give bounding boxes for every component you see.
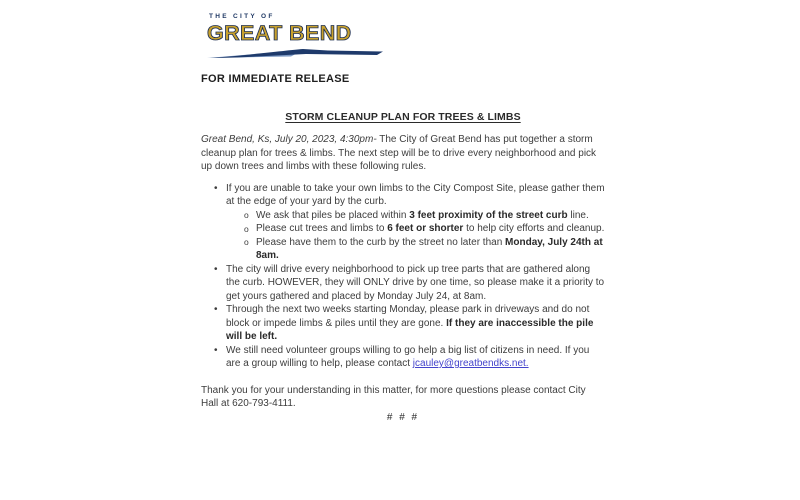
- logo-swoosh-icon: [207, 46, 383, 59]
- list-item-compost: [201, 182, 605, 263]
- release-line: FOR IMMEDIATE RELEASE: [201, 73, 350, 85]
- logo-wordmark: GREAT BEND: [207, 21, 352, 45]
- dateline: Great Bend, Ks, July 20, 2023, 4:30pm-: [201, 134, 377, 145]
- sub-item-text: line.: [567, 209, 589, 221]
- circle-bullet-icon: o: [244, 237, 249, 247]
- sub-item-text: Please have them to the curb by the street no later than: [256, 236, 506, 248]
- bullet-icon: •: [214, 344, 218, 356]
- bullet-icon: •: [214, 182, 218, 194]
- sub-item-text: We ask that piles be placed within: [256, 209, 410, 221]
- sub-item-pile-distance: [226, 209, 605, 223]
- bullet-icon: •: [214, 304, 218, 315]
- email-link[interactable]: jcauley@greatbendks.net.: [412, 358, 529, 369]
- intro-paragraph: [201, 133, 605, 174]
- list-item-text: We still need volunteer groups willing to go help a big list of citizens in need. If you are a group willing to help, please contact: [226, 344, 590, 369]
- end-mark: # # #: [386, 411, 420, 423]
- sub-bullet-list: [226, 209, 605, 263]
- sub-item-bold-text: Monday, July 24th at 8am.: [256, 236, 603, 261]
- list-item-text: If you are unable to take your own limbs to the City Compost Site, please gather them at the edge of your yard by the curb.: [226, 182, 605, 207]
- closing-paragraph: Thank you for your understanding in this matter, for more questions please contact City Hall at 620-793-4111.: [201, 384, 586, 409]
- sub-item-bold-text: 6 feet or shorter: [387, 223, 464, 234]
- sub-item-text: Please cut trees and limbs to: [256, 223, 388, 234]
- document-title: [201, 111, 605, 125]
- intro-text: The City of Great Bend has put together a storm cleanup plan for trees & limbs. The next step will be to drive every neighborhood and pick up down trees and limbs with these following rules.: [201, 134, 597, 172]
- list-item-bold-text: If they are inaccessible the pile will be left.: [226, 317, 594, 342]
- list-item-volunteers: [201, 344, 605, 371]
- bullet-list: [201, 182, 605, 371]
- sub-item-limb-length: [226, 222, 605, 236]
- sub-item-text: to help city efforts and cleanup.: [463, 223, 605, 234]
- logo-tagline: THE CITY OF: [209, 13, 275, 20]
- list-item-text: The city will drive every neighborhood to pick up tree parts that are gathered along the curb. HOWEVER, they will ONLY drive by one time, so please make it a priority to get yours gathered and placed by Monday July 24, at 8am.: [226, 263, 605, 302]
- bullet-icon: •: [214, 263, 218, 275]
- swoosh-dark-shape: [210, 49, 383, 58]
- list-item-text: Through the next two weeks starting Monday, please park in driveways and do not block or impede limbs & piles until they are gone.: [226, 304, 590, 329]
- circle-bullet-icon: o: [244, 210, 249, 220]
- document-title-text: STORM CLEANUP PLAN FOR TREES & LIMBS: [285, 110, 521, 123]
- sub-item-bold-text: 3 feet proximity of the street curb: [409, 209, 568, 221]
- press-release-document: [201, 13, 605, 424]
- city-logo: [207, 13, 383, 59]
- list-item-pickup: [201, 263, 605, 304]
- circle-bullet-icon: o: [244, 223, 249, 234]
- sub-item-deadline: [226, 236, 605, 263]
- list-item-parking: [201, 303, 605, 344]
